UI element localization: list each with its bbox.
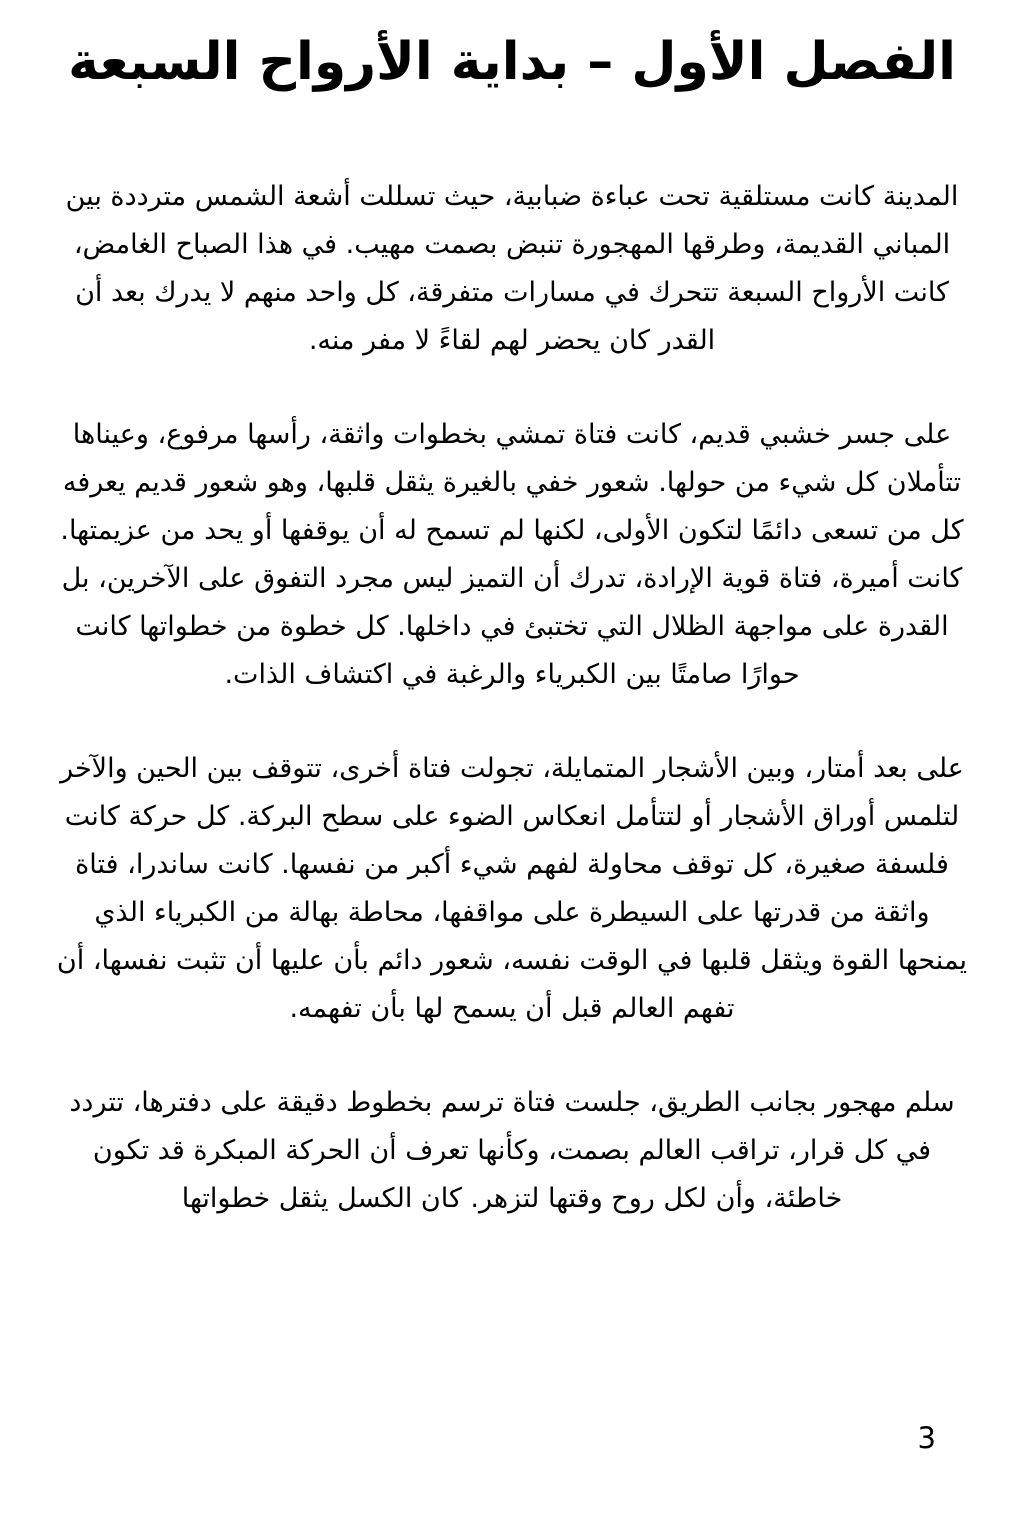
page-number: 3 xyxy=(917,1421,936,1455)
chapter-title: الفصل الأول – بداية الأرواح السبعة xyxy=(68,32,956,92)
paragraph-4: سلم مهجور بجانب الطريق، جلست فتاة ترسم بخطوط دقيقة على دفترها، تتردد في كل قرار، تراقب العالم بصمت، وكأنها تعرف أن الحركة المبكرة قد تكون خاطئة، وأن لكل روح وقتها لتزهر. كان الكسل يثقل خطواتها xyxy=(69,1087,955,1214)
paragraph-1: المدينة كانت مستلقية تحت عباءة ضبابية، حيث تسللت أشعة الشمس مترددة بين المباني القديمة، وطرقها المهجورة تنبض بصمت مهيب. في هذا الصباح الغامض، كانت الأرواح السبعة تتحرك في مسارات متفرقة، كل واحد منهم لا يدرك بعد أن القدر كان يحضر لهم لقاءً لا مفر منه. xyxy=(65,181,959,356)
page-content xyxy=(56,173,968,1223)
paragraph-2: على جسر خشبي قديم، كانت فتاة تمشي بخطوات واثقة، رأسها مرفوع، وعيناها تتأملان كل شيء من حولها. شعور خفي بالغيرة يثقل قلبها، وهو شعور قديم يعرفه كل من تسعى دائمًا لتكون الأولى، لكنها لم تسمح له أن يوقفها أو يحد من عزيمتها. كانت أميرة، فتاة قوية الإرادة، تدرك أن التميز ليس مجرد التفوق على الآخرين، بل القدرة على مواجهة الظلال التي تختبئ في داخلها. كل خطوة من خطواتها كانت حوارًا صامتًا بين الكبرياء والرغبة في اكتشاف الذات. xyxy=(60,419,964,690)
paragraph-3: على بعد أمتار، وبين الأشجار المتمايلة، تجولت فتاة أخرى، تتوقف بين الحين والآخر لتلمس أوراق الأشجار أو لتتأمل انعكاس الضوء على سطح البركة. كل حركة كانت فلسفة صغيرة، كل توقف محاولة لفهم شيء أكبر من نفسها. كانت ساندرا، فتاة واثقة من قدرتها على السيطرة على مواقفها، محاطة بهالة من الكبرياء الذي يمنحها القوة ويثقل قلبها في الوقت نفسه، شعور دائم بأن عليها أن تثبت نفسها، أن تفهم العالم قبل أن يسمح لها بأن تفهمه. xyxy=(56,753,968,1024)
